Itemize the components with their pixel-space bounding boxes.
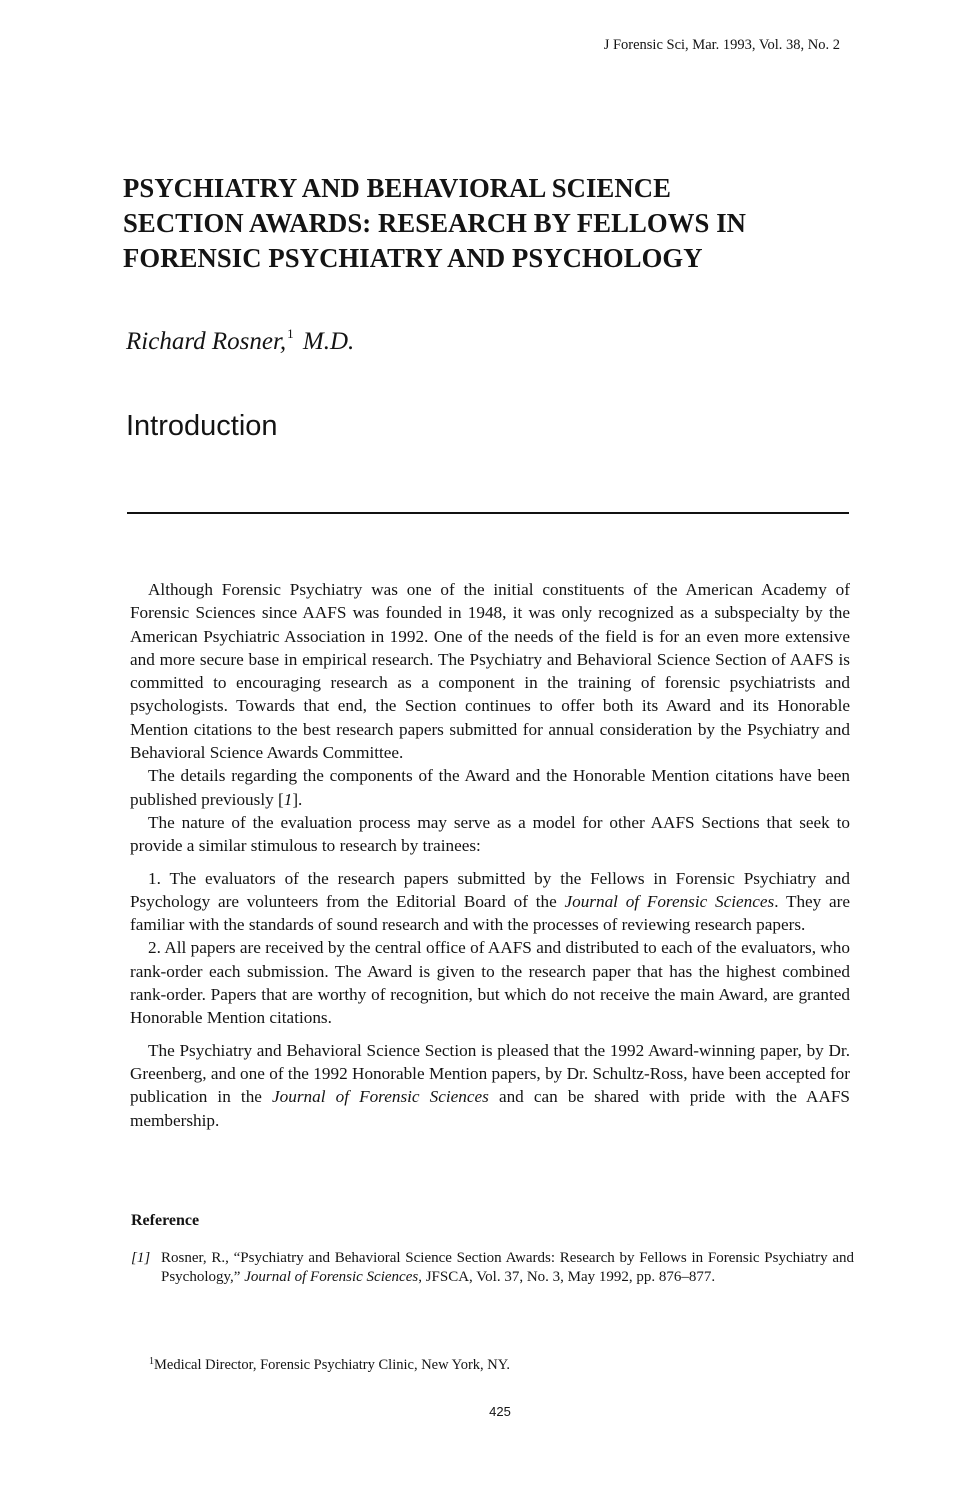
page-number: 425 (489, 1404, 511, 1419)
journal-citation: J Forensic Sci, Mar. 1993, Vol. 38, No. 2 (603, 37, 840, 53)
references-heading: Reference (131, 1212, 200, 1229)
horizontal-rule (127, 512, 849, 514)
article-title (123, 170, 841, 275)
reference-link[interactable]: 1 (283, 789, 293, 809)
journal-name: Journal of Forensic Sciences (564, 891, 775, 911)
reference-text: Rosner, R., “Psychiatry and Behavioral Science Section Awards: Research by Fellows in Forensic Psychiatry and Psychology,” Journal of Forensic Sciences, JFSCA, Vol. 37, No. 3, May 1992, pp. 876–877. (161, 1250, 854, 1285)
paragraph-1: Although Forensic Psychiatry was one of the initial constituents of the American Academy of Forensic Sciences since AAFS was founded in 1948, it was only recognized as a subspecialty by the American Psychiatric Association in 1992. One of the needs of the field is for an even more extensive and more secure base in empirical research. The Psychiatry and Behavioral Science Section of AAFS is committed to encouraging research as a component in the training of forensic psychiatrists and psychologists. Towards that end, the Section continues to offer both its Award and its Honorable Mention citations to the best research papers submitted for annual consideration by the Psychiatry and Behavioral Science Awards Committee. (130, 580, 850, 763)
author-degree: M.D. (302, 328, 355, 355)
title-line-2: SECTION AWARDS: RESEARCH BY FELLOWS IN (123, 207, 747, 238)
reference-journal: Journal of Forensic Sciences (244, 1268, 419, 1285)
article-body (130, 578, 850, 1132)
reference-item (131, 1249, 854, 1286)
list-item-2: 2. All papers are received by the central office of AAFS and distributed to each of the evaluators, who rank-order each submission. The Award is given to the research paper that has the highest combined rank-order. Papers that are worthy of recognition, but which do not receive the main Award, are granted Honorable Mention citations. (130, 938, 850, 1028)
title-line-3: FORENSIC PSYCHIATRY AND PSYCHOLOGY (123, 242, 703, 273)
list-item-1: 1. The evaluators of the research papers submitted by the Fellows in Forensic Psychiatry and Psychology are volunteers from the Editorial Board of the Journal of Forensic Sciences. They are familiar with the standards of sound research and with the processes of reviewing research papers. (130, 868, 850, 935)
footnote-mark: 1 (149, 1356, 154, 1367)
author-footnote-mark: 1 (287, 326, 294, 341)
section-heading-introduction: Introduction (126, 410, 278, 442)
paragraph-3: The nature of the evaluation process may serve as a model for other AAFS Sections that seek to provide a similar stimulous to research by trainees: (130, 812, 850, 856)
reference-number: [1] (131, 1250, 151, 1266)
paragraph-2: The details regarding the components of the Award and the Honorable Mention citations have been published previously [1]. (130, 766, 850, 809)
paragraph-4: The Psychiatry and Behavioral Science Section is pleased that the 1992 Award-winning paper, by Dr. Greenberg, and one of the 1992 Honorable Mention papers, by Dr. Schultz-Ross, have been accepted for publication in the Journal of Forensic Sciences and can be shared with pride with the AAFS membership. (130, 1040, 850, 1130)
journal-name: Journal of Forensic Sciences (272, 1087, 489, 1107)
author-name: Richard Rosner, (126, 328, 287, 355)
footnote-text: Medical Director, Forensic Psychiatry Clinic, New York, NY. (154, 1357, 510, 1373)
author-line (126, 326, 354, 356)
footnote (149, 1356, 510, 1374)
title-line-1: PSYCHIATRY AND BEHAVIORAL SCIENCE (123, 172, 671, 203)
